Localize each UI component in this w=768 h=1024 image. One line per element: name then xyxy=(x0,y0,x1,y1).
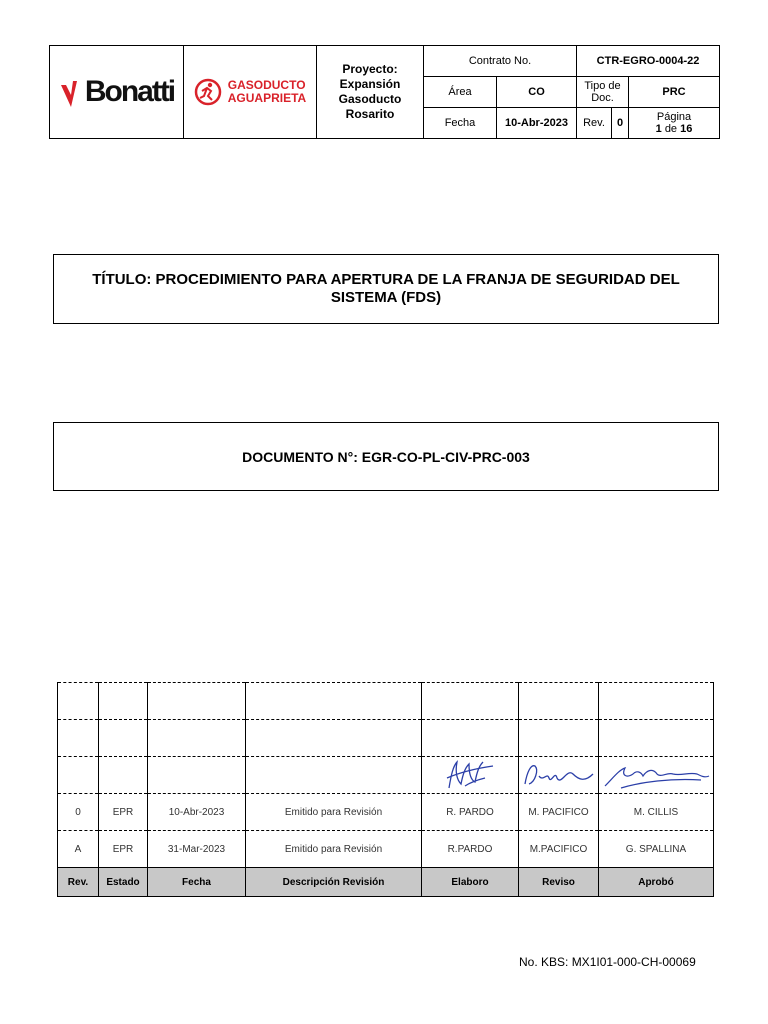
gasoducto-wordmark-line2: AGUAPRIETA xyxy=(227,91,307,105)
fecha-cell xyxy=(148,683,246,720)
gasoducto-logo-cell xyxy=(184,46,317,139)
fecha-cell xyxy=(148,720,246,757)
reviso-signature-cell xyxy=(519,757,599,794)
project-cell xyxy=(317,46,424,139)
fecha-label: Fecha xyxy=(424,108,497,139)
fecha-cell xyxy=(148,757,246,794)
descripcion-cell xyxy=(246,757,422,794)
table-row xyxy=(58,720,714,757)
title-line2: SISTEMA (FDS) xyxy=(330,289,442,306)
fecha-cell: 10-Abr-2023 xyxy=(148,794,246,831)
rev-cell xyxy=(58,720,99,757)
col-header-estado: Estado xyxy=(99,868,148,897)
bonatti-wordmark: Bonatti xyxy=(84,75,175,108)
reviso-cell: M. PACIFICO xyxy=(519,794,599,831)
project-line1: Expansión xyxy=(339,77,401,91)
contrato-label: Contrato No. xyxy=(424,46,577,77)
revision-table xyxy=(57,682,714,897)
estado-cell xyxy=(99,720,148,757)
aprobo-cell: M. CILLIS xyxy=(599,794,714,831)
bonatti-logo xyxy=(50,46,183,138)
rev-cell xyxy=(58,757,99,794)
col-header-aprobo: Aprobó xyxy=(599,868,714,897)
elaboro-signature-cell xyxy=(422,757,519,794)
table-row xyxy=(58,683,714,720)
col-header-rev: Rev. xyxy=(58,868,99,897)
elaboro-cell xyxy=(422,720,519,757)
document-number: DOCUMENTO N°: EGR-CO-PL-CIV-PRC-003 xyxy=(242,448,530,465)
pagina-current: 1 xyxy=(655,123,662,135)
estado-cell: EPR xyxy=(99,794,148,831)
bonatti-mark-icon xyxy=(59,77,85,107)
tipo-doc-label-line2: Doc. xyxy=(591,92,614,104)
tipo-doc-label-line1: Tipo de xyxy=(584,80,621,92)
project-line2: Gasoducto xyxy=(338,92,402,106)
col-header-elaboro: Elaboro xyxy=(422,868,519,897)
signature-reviso-icon xyxy=(521,760,597,790)
revision-table-header-row xyxy=(58,868,714,897)
rev-cell: A xyxy=(58,831,99,868)
table-row xyxy=(58,831,714,868)
elaboro-cell xyxy=(422,683,519,720)
aprobo-cell xyxy=(599,720,714,757)
project-label: Proyecto: xyxy=(342,62,398,76)
header-table xyxy=(49,45,720,139)
title-line1: TÍTULO: PROCEDIMIENTO PARA APERTURA DE LA FRANJA DE SEGURIDAD DEL xyxy=(92,271,680,288)
reviso-cell: M.PACIFICO xyxy=(519,831,599,868)
reviso-cell xyxy=(519,720,599,757)
rev-value: 0 xyxy=(612,108,629,139)
gasoducto-runner-icon xyxy=(194,78,222,106)
gasoducto-logo xyxy=(184,78,316,106)
project-line3: Rosarito xyxy=(345,107,395,121)
estado-cell: EPR xyxy=(99,831,148,868)
elaboro-cell: R. PARDO xyxy=(422,794,519,831)
pagina-of: de xyxy=(664,123,678,135)
estado-cell xyxy=(99,683,148,720)
aprobo-cell: G. SPALLINA xyxy=(599,831,714,868)
tipo-doc-label xyxy=(577,77,629,108)
elaboro-cell: R.PARDO xyxy=(422,831,519,868)
pagina-label: Página xyxy=(656,111,692,123)
descripcion-cell xyxy=(246,683,422,720)
gasoducto-wordmark-line1: GASODUCTO xyxy=(227,78,306,92)
kbs-number: No. KBS: MX1I01-000-CH-00069 xyxy=(519,955,696,969)
tipo-doc-value: PRC xyxy=(629,77,720,108)
descripcion-cell: Emitido para Revisión xyxy=(246,831,422,868)
area-label: Área xyxy=(424,77,497,108)
col-header-descripcion: Descripción Revisión xyxy=(246,868,422,897)
reviso-cell xyxy=(519,683,599,720)
area-value: CO xyxy=(497,77,577,108)
rev-cell xyxy=(58,683,99,720)
document-number-box xyxy=(53,422,719,491)
fecha-cell: 31-Mar-2023 xyxy=(148,831,246,868)
rev-label: Rev. xyxy=(577,108,612,139)
title-box xyxy=(53,254,719,324)
descripcion-cell xyxy=(246,720,422,757)
signature-elaboro-icon xyxy=(435,758,505,792)
rev-cell: 0 xyxy=(58,794,99,831)
table-row xyxy=(58,794,714,831)
pagina-cell xyxy=(629,108,720,139)
table-row xyxy=(58,757,714,794)
aprobo-signature-cell xyxy=(599,757,714,794)
col-header-fecha: Fecha xyxy=(148,868,246,897)
estado-cell xyxy=(99,757,148,794)
descripcion-cell: Emitido para Revisión xyxy=(246,794,422,831)
bonatti-logo-cell xyxy=(50,46,184,139)
signature-aprobo-icon xyxy=(601,760,711,790)
contrato-value: CTR-EGRO-0004-22 xyxy=(577,46,720,77)
fecha-value: 10-Abr-2023 xyxy=(497,108,577,139)
aprobo-cell xyxy=(599,683,714,720)
col-header-reviso: Reviso xyxy=(519,868,599,897)
pagina-total: 16 xyxy=(680,123,693,135)
